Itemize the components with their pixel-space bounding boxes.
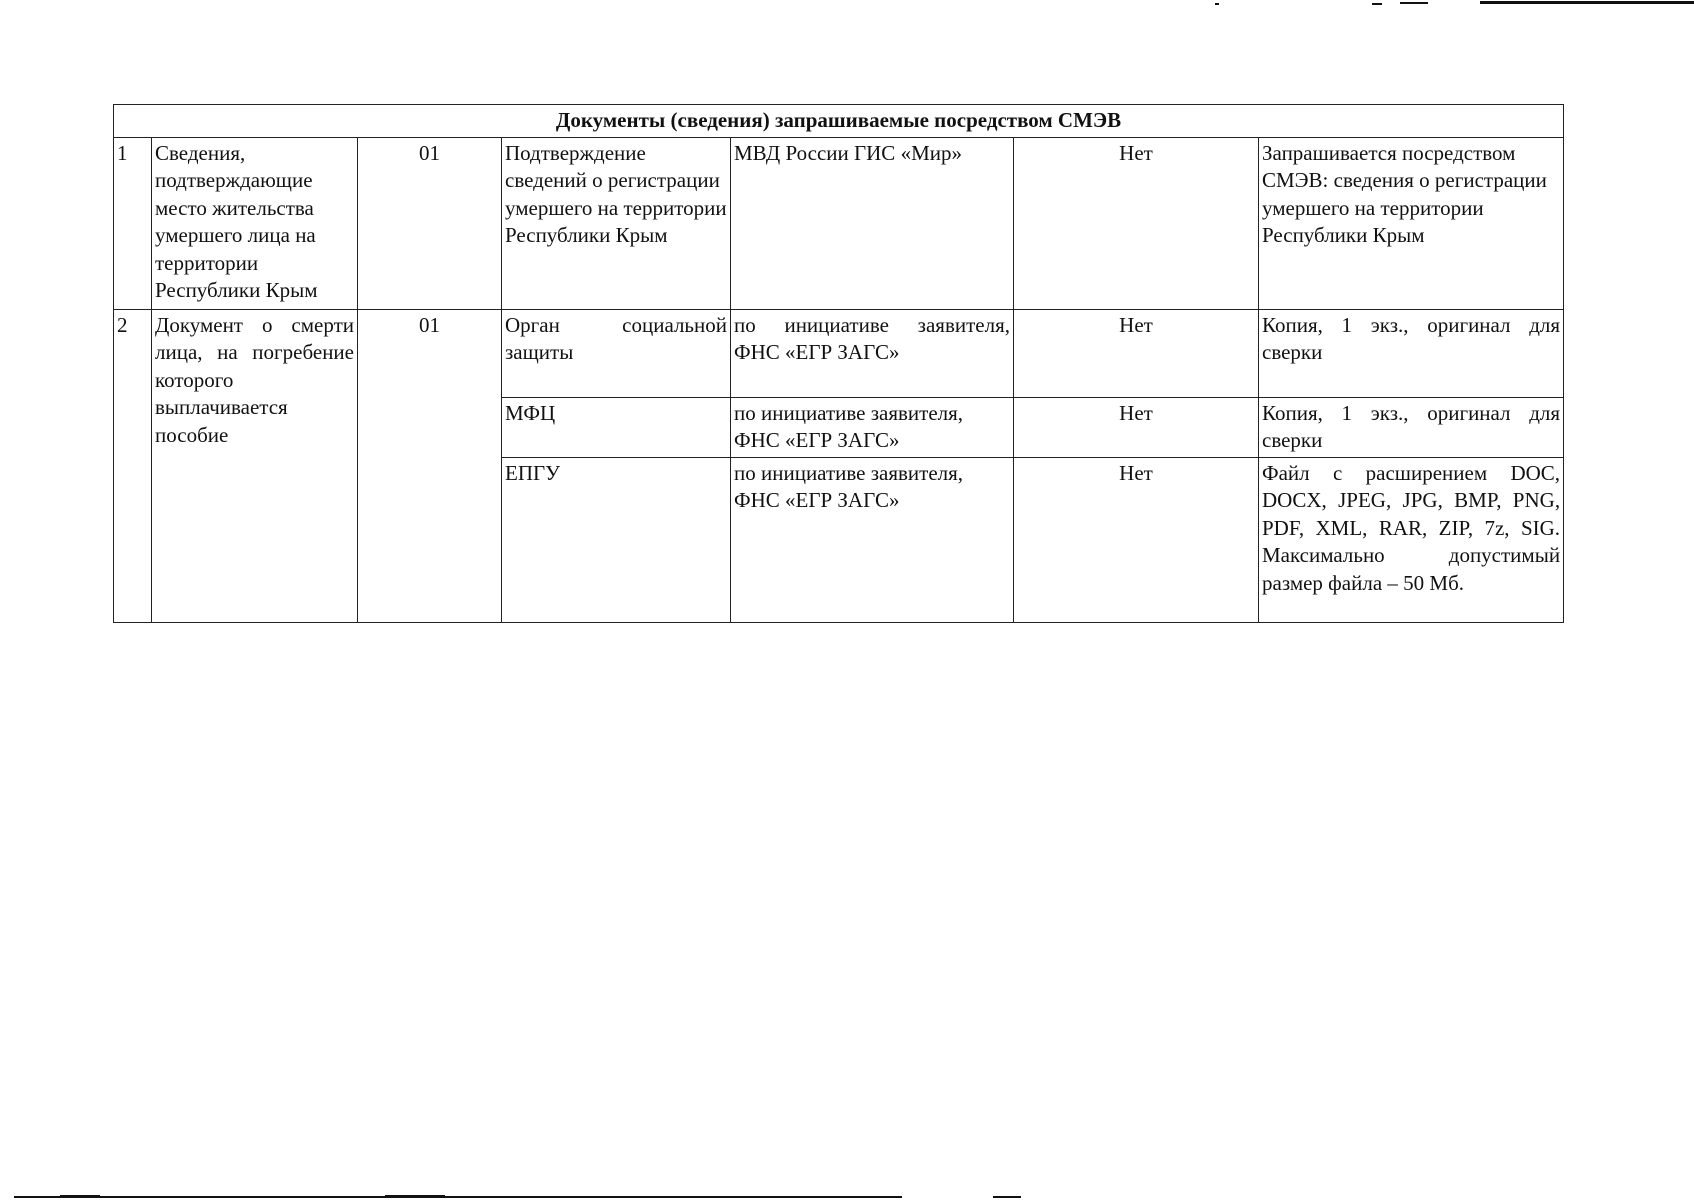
document-flag: Нет bbox=[1014, 457, 1259, 622]
scan-artifact bbox=[1372, 3, 1382, 5]
section-title-row bbox=[114, 105, 1564, 138]
scan-artifact bbox=[385, 1195, 445, 1198]
scan-artifact bbox=[1480, 1, 1694, 4]
scan-artifact bbox=[14, 1196, 902, 1198]
document-requirements: Файл с расширением DOC, DOCX, JPEG, JPG, BMP, PNG, PDF, XML, RAR, ZIP, 7z, SIG. Максимально допустимый размер файла – 50 Мб. bbox=[1259, 457, 1564, 622]
document-code: 01 bbox=[358, 137, 502, 309]
table-row bbox=[114, 309, 1564, 397]
document-requirements: Запрашивается посредством СМЭВ: сведения о регистрации умершего на территории Республики Крым bbox=[1259, 137, 1564, 309]
document-source: Орган социальной защиты bbox=[502, 309, 731, 397]
document-provider: по инициативе заявителя, ФНС «ЕГР ЗАГС» bbox=[731, 309, 1014, 397]
document-source: Подтверждение сведений о регистрации умершего на территории Республики Крым bbox=[502, 137, 731, 309]
table-row bbox=[114, 137, 1564, 309]
document-provider: МВД России ГИС «Мир» bbox=[731, 137, 1014, 309]
document-name: Сведения, подтверждающие место жительства умершего лица на территории Республики Крым bbox=[152, 137, 358, 309]
scan-artifact bbox=[993, 1196, 1021, 1198]
document-requirements: Копия, 1 экз., оригинал для сверки bbox=[1259, 309, 1564, 397]
scan-artifact bbox=[1400, 2, 1428, 4]
document-name: Документ о смерти лица, на погребение которого выплачивается пособие bbox=[152, 309, 358, 622]
document-flag: Нет bbox=[1014, 309, 1259, 397]
smev-documents-table bbox=[113, 104, 1564, 623]
document-source: ЕПГУ bbox=[502, 457, 731, 622]
scan-artifact bbox=[1215, 3, 1219, 5]
document-provider: по инициативе заявителя, ФНС «ЕГР ЗАГС» bbox=[731, 457, 1014, 622]
document-requirements: Копия, 1 экз., оригинал для сверки bbox=[1259, 397, 1564, 457]
scan-artifact bbox=[60, 1195, 100, 1198]
document-flag: Нет bbox=[1014, 137, 1259, 309]
section-title: Документы (сведения) запрашиваемые посредством СМЭВ bbox=[114, 105, 1564, 138]
document-flag: Нет bbox=[1014, 397, 1259, 457]
row-number: 1 bbox=[114, 137, 152, 309]
row-number: 2 bbox=[114, 309, 152, 622]
document-provider: по инициативе заявителя, ФНС «ЕГР ЗАГС» bbox=[731, 397, 1014, 457]
document-code: 01 bbox=[358, 309, 502, 622]
document-source: МФЦ bbox=[502, 397, 731, 457]
